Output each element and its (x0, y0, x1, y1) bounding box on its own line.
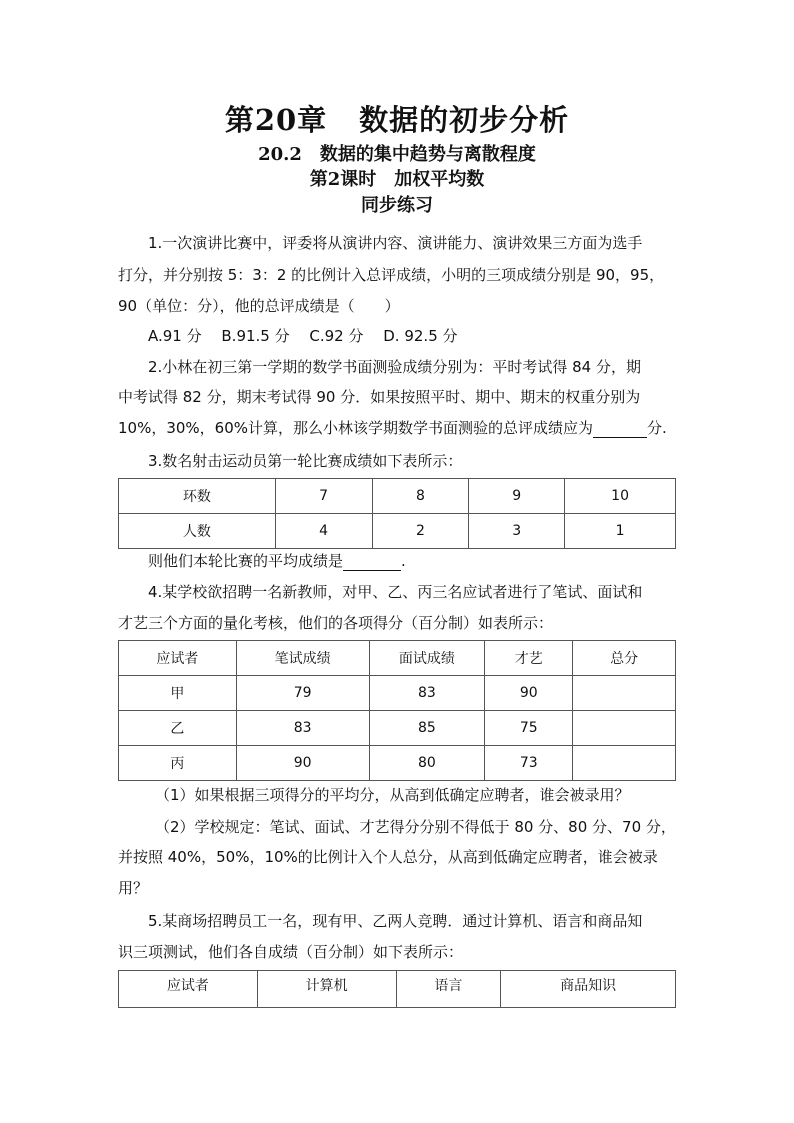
q3-after (148, 550, 406, 571)
table-cell: 1 (565, 514, 676, 549)
table-cell: 4 (275, 514, 372, 549)
table-cell: 80 (369, 746, 485, 781)
q4-sub-2-line-3: 用？ (118, 879, 149, 897)
q1-line-2: 打分，并分别按 5：3：2 的比例计入总评成绩，小明的三项成绩分别是 90，95， (118, 266, 665, 284)
table-cell: 73 (485, 746, 573, 781)
q3-line-1: 3.数名射击运动员第一轮比赛成绩如下表所示： (148, 452, 463, 470)
table-cell: 应试者 (119, 641, 237, 676)
q2-line-2: 中考试得 82 分，期末考试得 90 分．如果按照平时、期中、期末的权重分别为 (118, 388, 641, 406)
q4-sub-2-line-1: （2）学校规定：笔试、面试、才艺得分分别不得低于 80 分、80 分、70 分， (155, 818, 676, 836)
q4-line-2: 才艺三个方面的量化考核，他们的各项得分（百分制）如表所示： (118, 614, 554, 632)
table-row (119, 641, 676, 676)
q4-sub-1: （1）如果根据三项得分的平均分，从高到低确定应聘者，谁会被录用？ (155, 786, 630, 804)
q5-line-1: 5.某商场招聘员工一名，现有甲、乙两人竞聘．通过计算机、语言和商品知 (148, 912, 643, 930)
q4-table (118, 640, 676, 781)
q2-line-3 (118, 417, 667, 438)
table-cell: 8 (372, 479, 469, 514)
lesson-name: 加权平均数 (394, 169, 485, 190)
table-cell: 面试成绩 (369, 641, 485, 676)
table-cell (573, 676, 676, 711)
q2-line-3-end: 分. (647, 419, 667, 437)
table-cell: 7 (275, 479, 372, 514)
table-cell (573, 711, 676, 746)
table-cell: 人数 (119, 514, 276, 549)
table-row (119, 971, 676, 1008)
table-cell: 85 (369, 711, 485, 746)
table-cell: 应试者 (119, 971, 258, 1008)
q3-after-end: . (401, 552, 406, 570)
q2-line-3-text: 10%，30%，60%计算，那么小林该学期数学书面测验的总评成绩应为 (118, 419, 594, 437)
table-cell: 75 (485, 711, 573, 746)
q1-line-3: 90（单位：分），他的总评成绩是（ ） (118, 297, 400, 315)
section-number: 20.2 (258, 144, 302, 165)
table-cell: 总分 (573, 641, 676, 676)
q3-after-text: 则他们本轮比赛的平均成绩是 (148, 552, 344, 570)
table-row (119, 676, 676, 711)
table-cell: 甲 (119, 676, 237, 711)
table-cell: 83 (236, 711, 369, 746)
q4-line-1: 4.某学校欲招聘一名新教师，对甲、乙、丙三名应试者进行了笔试、面试和 (148, 583, 643, 601)
q2-line-1: 2.小林在初三第一学期的数学书面测验成绩分别为：平时考试得 84 分，期 (148, 358, 641, 376)
q5-table (118, 970, 676, 1008)
chapter-title (0, 98, 794, 139)
table-cell: 才艺 (485, 641, 573, 676)
table-cell: 笔试成绩 (236, 641, 369, 676)
table-cell: 丙 (119, 746, 237, 781)
q5-line-2: 识三项测试，他们各自成绩（百分制）如下表所示： (118, 943, 464, 961)
table-cell: 3 (469, 514, 565, 549)
table-row (119, 711, 676, 746)
table-cell: 83 (369, 676, 485, 711)
table-cell (573, 746, 676, 781)
table-row (119, 514, 676, 549)
table-cell: 计算机 (257, 971, 396, 1008)
table-cell: 商品知识 (501, 971, 676, 1008)
section-title (0, 140, 794, 166)
table-cell: 2 (372, 514, 469, 549)
table-cell: 语言 (396, 971, 501, 1008)
q1-line-1: 1.一次演讲比赛中，评委将从演讲内容、演讲能力、演讲效果三方面为选手 (148, 234, 643, 252)
table-cell: 乙 (119, 711, 237, 746)
table-cell: 90 (485, 676, 573, 711)
section-name: 数据的集中趋势与离散程度 (319, 144, 536, 165)
q4-sub-2-line-2: 并按照 40%，50%，10%的比例计入个人总分，从高到低确定应聘者，谁会被录 (118, 848, 658, 866)
lesson-number: 第2课时 (309, 169, 377, 190)
q2-answer-blank[interactable] (593, 421, 647, 438)
q3-answer-blank[interactable] (343, 554, 401, 571)
table-cell: 环数 (119, 479, 276, 514)
practice-title: 同步练习 (361, 195, 433, 216)
table-cell: 10 (565, 479, 676, 514)
q3-table (118, 478, 676, 549)
lesson-title (0, 165, 794, 191)
table-row (119, 746, 676, 781)
table-cell: 9 (469, 479, 565, 514)
chapter-number: 第20章 (224, 103, 328, 137)
table-cell: 90 (236, 746, 369, 781)
table-row (119, 479, 676, 514)
table-cell: 79 (236, 676, 369, 711)
q1-options: A.91 分 B.91.5 分 C.92 分 D. 92.5 分 (148, 327, 458, 345)
chapter-name: 数据的初步分析 (359, 103, 570, 137)
